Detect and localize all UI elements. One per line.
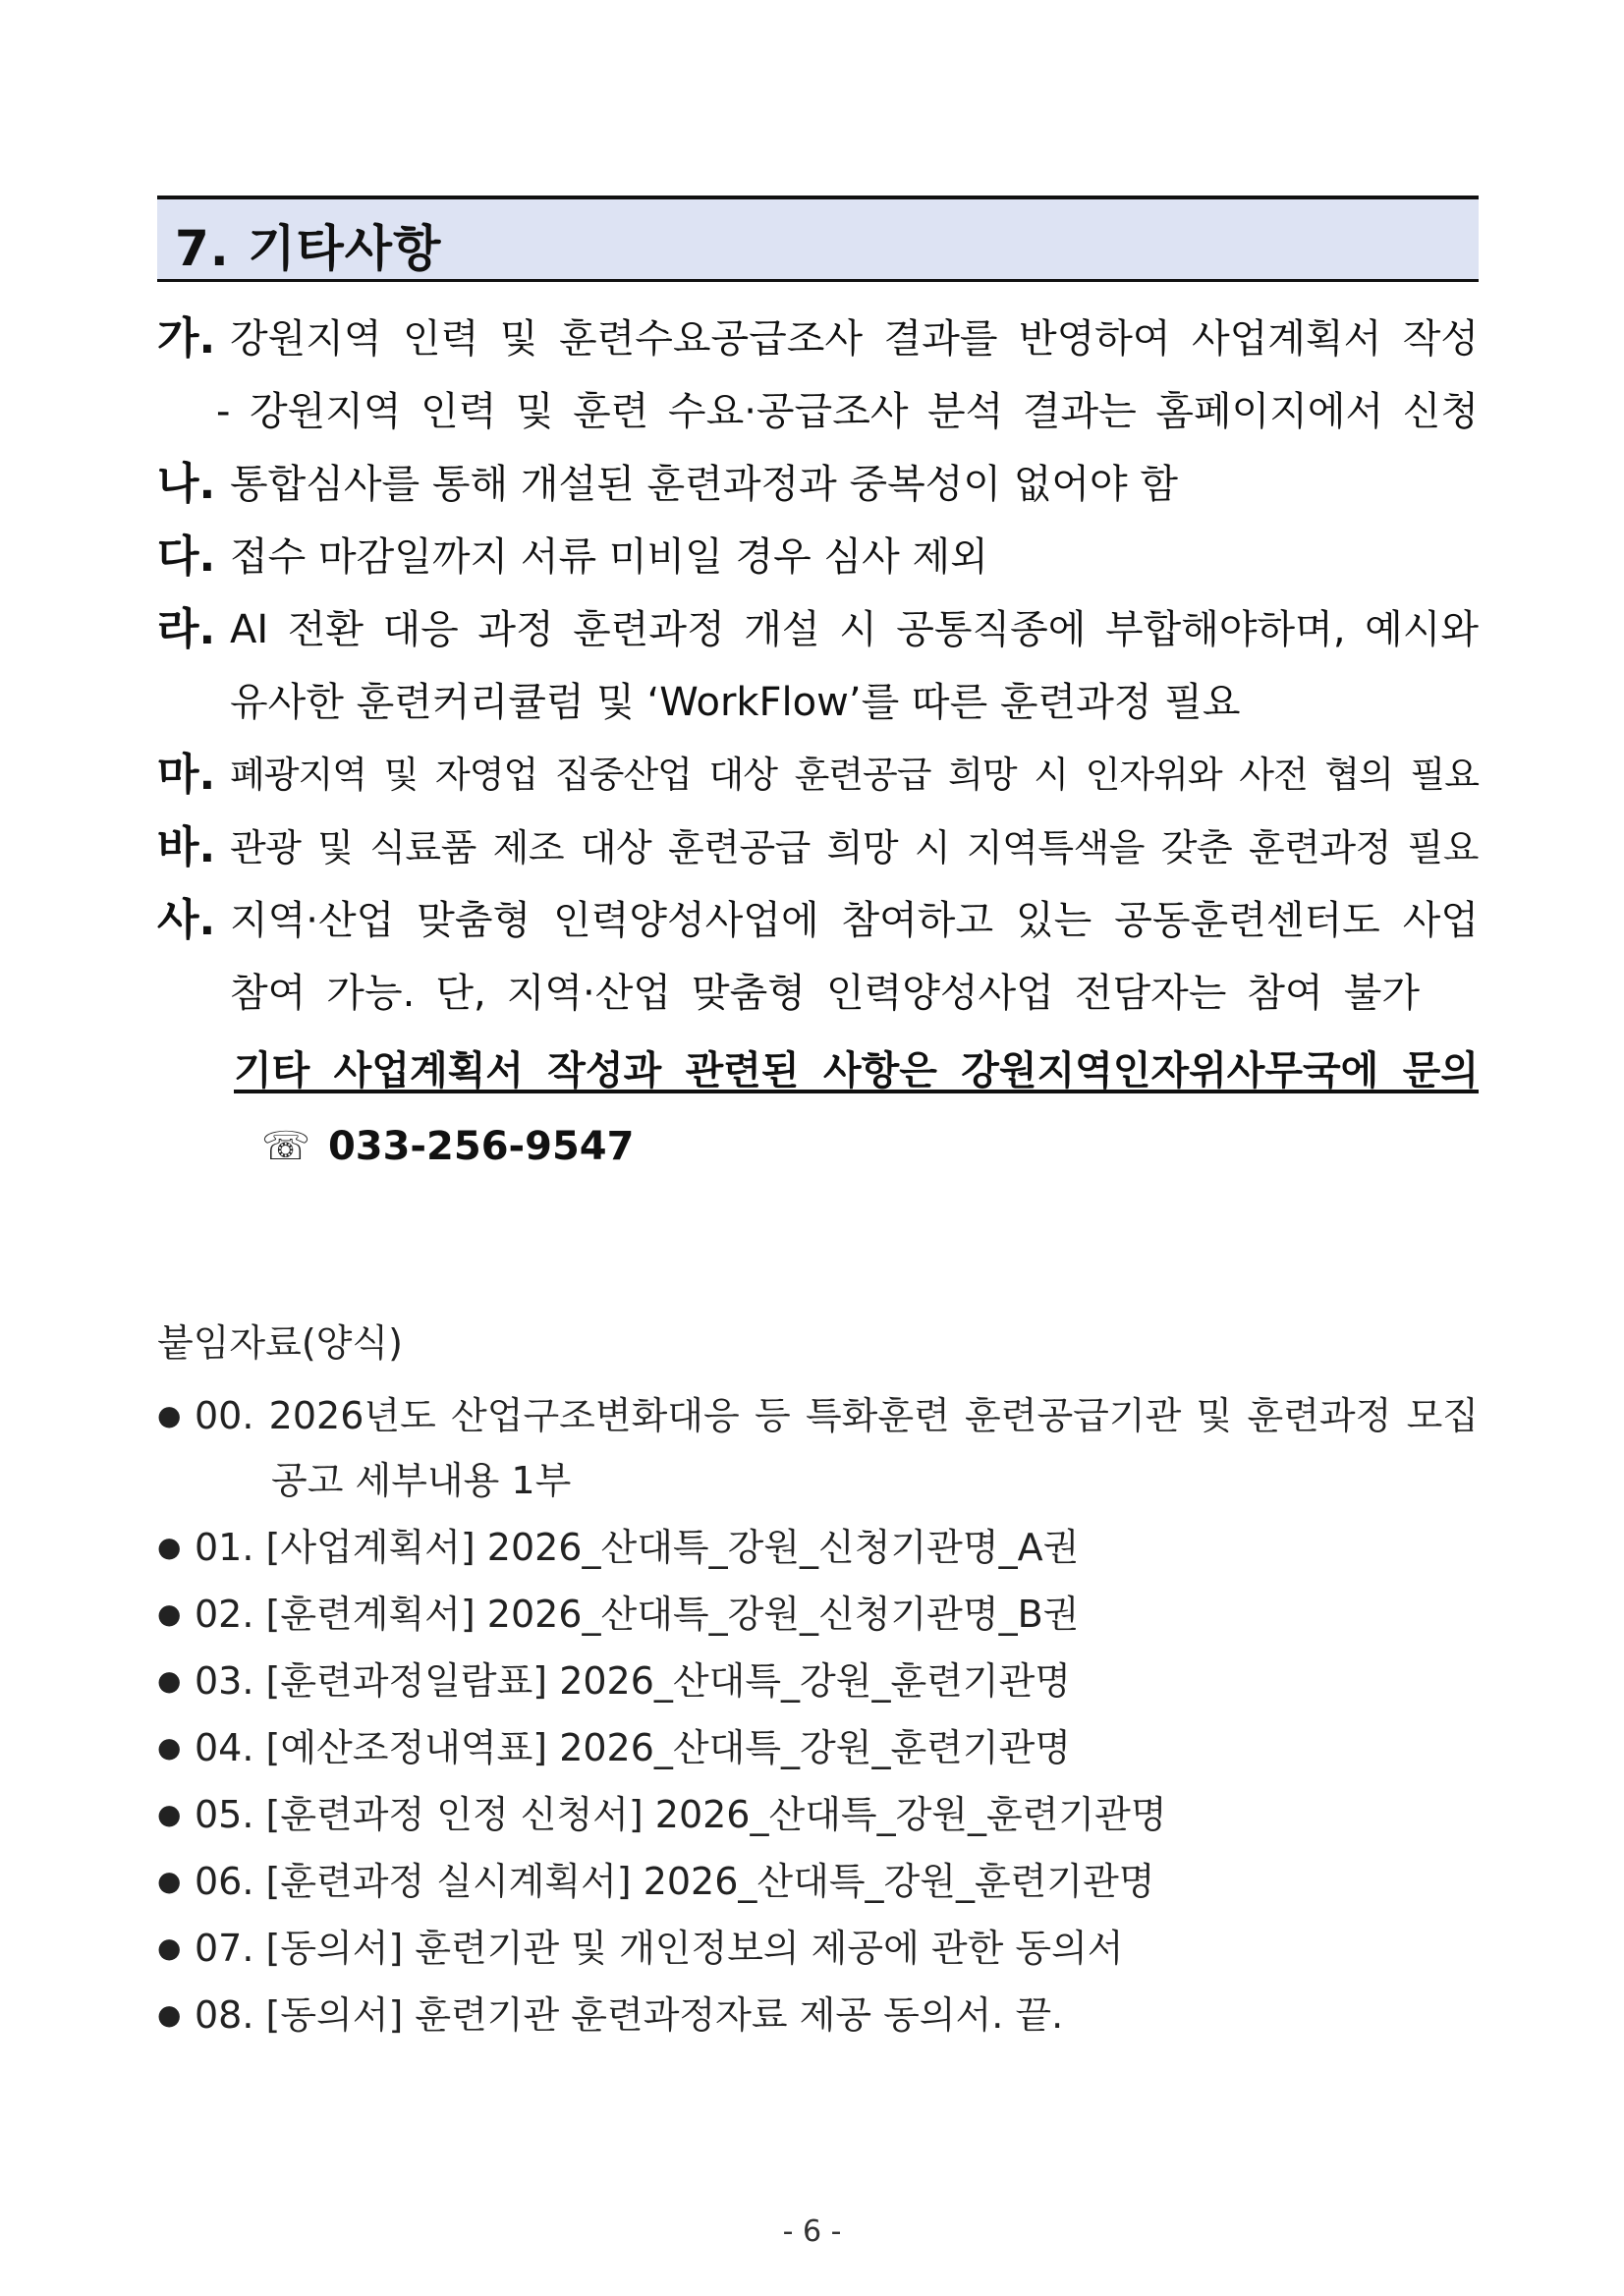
item-ra xyxy=(157,603,1479,656)
bullet-icon: ● xyxy=(157,1731,182,1764)
section-title: 7. 기타사항 xyxy=(175,220,442,277)
item-text: 강원지역 인력 및 훈련수요공급조사 결과를 반영하여 사업계획서 작성 xyxy=(230,316,1479,362)
attachment-text: 08. [동의서] 훈련기관 훈련과정자료 제공 동의서. 끝. xyxy=(195,1993,1064,2037)
item-text-continued: 참여 가능. 단, 지역·산업 맞춤형 인력양성사업 전담자는 참여 불가 xyxy=(230,971,1420,1016)
item-sa xyxy=(157,894,1479,947)
contact-phone xyxy=(261,1120,634,1173)
item-ga xyxy=(157,312,1479,365)
attachment-text: 04. [예산조정내역표] 2026_산대특_강원_훈련기관명 xyxy=(195,1726,1071,1769)
document-page xyxy=(157,0,1479,2296)
bullet-icon: ● xyxy=(157,1932,182,1964)
bullet-icon: ● xyxy=(157,1531,182,1563)
attachment-text: 05. [훈련과정 인정 신청서] 2026_산대특_강원_훈련기관명 xyxy=(195,1793,1167,1836)
item-subtext: - 강원지역 인력 및 훈련 수요·공급조사 분석 결과는 홈페이지에서 신청 xyxy=(216,389,1479,434)
attachment-text: 06. [훈련과정 실시계획서] 2026_산대특_강원_훈련기관명 xyxy=(195,1860,1155,1903)
item-na xyxy=(157,458,1479,511)
item-sa-cont xyxy=(157,967,1479,1020)
attachment-item xyxy=(157,1521,1479,1574)
attachment-item xyxy=(157,1855,1479,1908)
item-marker: 나. xyxy=(157,459,216,509)
contact-notice: 기타 사업계획서 작성과 관련된 사항은 강원지역인자위사무국에 문의 xyxy=(234,1048,1479,1093)
attachment-text: 00. 2026년도 산업구조변화대응 등 특화훈련 훈련공급기관 및 훈련과정 모집 xyxy=(195,1394,1479,1437)
phone-number: 033-256-9547 xyxy=(327,1124,635,1169)
item-marker: 라. xyxy=(157,604,216,654)
item-text: 접수 마감일까지 서류 미비일 경우 심사 제외 xyxy=(230,534,988,580)
item-text: 지역·산업 맞춤형 인력양성사업에 참여하고 있는 공동훈련센터도 사업 xyxy=(230,898,1479,943)
bullet-icon: ● xyxy=(157,1998,182,2031)
item-text-continued: 유사한 훈련커리큘럼 및 ‘WorkFlow’를 따른 훈련과정 필요 xyxy=(230,680,1241,725)
attachment-text: 01. [사업계획서] 2026_산대특_강원_신청기관명_A권 xyxy=(195,1526,1080,1569)
bullet-icon: ● xyxy=(157,1664,182,1697)
attachment-item xyxy=(157,1389,1479,1442)
item-marker: 사. xyxy=(157,895,216,945)
attachment-text: 03. [훈련과정일람표] 2026_산대특_강원_훈련기관명 xyxy=(195,1659,1071,1703)
item-ra-cont xyxy=(157,676,1479,729)
item-marker: 가. xyxy=(157,313,216,364)
item-text: 폐광지역 및 자영업 집중산업 대상 훈련공급 희망 시 인자위와 사전 협의 필요 xyxy=(230,754,1479,796)
item-marker: 마. xyxy=(157,750,216,800)
phone-icon: ☏ xyxy=(261,1124,311,1169)
item-ba xyxy=(157,821,1479,874)
item-ga-sub xyxy=(157,385,1479,438)
bullet-icon: ● xyxy=(157,1865,182,1897)
attachment-text: 02. [훈련계획서] 2026_산대특_강원_신청기관명_B권 xyxy=(195,1593,1080,1636)
page-number: - 6 - xyxy=(782,2214,842,2249)
item-text: AI 전환 대응 과정 훈련과정 개설 시 공통직종에 부합해야하며, 예시와 xyxy=(230,607,1479,652)
attachments-title: 붙임자료(양식) xyxy=(157,1321,403,1365)
attachment-item xyxy=(157,1588,1479,1641)
attachment-item xyxy=(157,1721,1479,1774)
item-ma xyxy=(157,749,1479,802)
attachment-text: 07. [동의서] 훈련기관 및 개인정보의 제공에 관한 동의서 xyxy=(195,1927,1124,1970)
bullet-icon: ● xyxy=(157,1399,182,1431)
item-text: 통합심사를 통해 개설된 훈련과정과 중복성이 없어야 함 xyxy=(230,462,1179,507)
item-marker: 다. xyxy=(157,532,216,582)
bullet-icon: ● xyxy=(157,1798,182,1830)
item-da xyxy=(157,531,1479,584)
attachment-item xyxy=(157,1788,1479,1841)
item-text: 관광 및 식료품 제조 대상 훈련공급 희망 시 지역특색을 갖춘 훈련과정 필요 xyxy=(230,826,1479,869)
item-marker: 바. xyxy=(157,822,216,872)
section-header xyxy=(157,196,1479,282)
attachment-item xyxy=(157,1988,1479,2042)
attachment-item xyxy=(157,1654,1479,1708)
attachment-text-continued: 공고 세부내용 1부 xyxy=(271,1459,572,1502)
bullet-icon: ● xyxy=(157,1597,182,1630)
attachment-item xyxy=(157,1922,1479,1975)
